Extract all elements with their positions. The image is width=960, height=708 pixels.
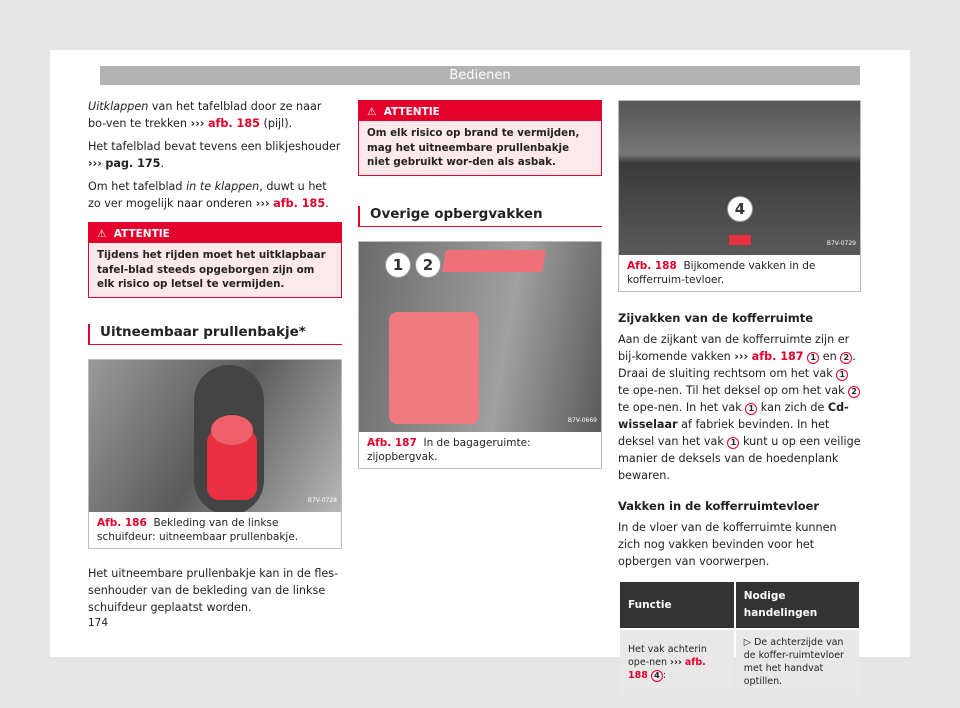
figure-caption: Bijkomende vakken in de kofferruim-tevloer. (627, 260, 816, 286)
warning-title: ATTENTIE (113, 228, 170, 240)
warning-icon: ⚠ (367, 106, 377, 118)
figure-link[interactable]: afb. 188 (628, 656, 706, 681)
warning-title: ATTENTIE (383, 106, 440, 118)
figure-188 (618, 100, 861, 292)
figure-link[interactable]: afb. 187 (751, 350, 804, 363)
figure-caption: In de bagageruimte: zijopbergvak. (367, 436, 531, 463)
section-header: Bedienen (100, 66, 860, 85)
table-header: Functie (620, 582, 734, 628)
warning-box (88, 222, 342, 298)
figure-link[interactable]: afb. 185 (273, 197, 326, 210)
warning-text: Tijdens het rijden moet het uitklapbaar tafel-blad steeds opgeborgen zijn om elk risico op letsel te vermijden. (97, 249, 326, 290)
figure-code: B7V-0728 (307, 496, 337, 504)
callout-4: 4 (727, 196, 753, 222)
column-1 (88, 98, 342, 622)
callout-2: 2 (415, 252, 441, 278)
figure-label: Afb. 188 (627, 260, 677, 272)
paragraph: Het tafelblad bevat tevens een blikjeshouder ››› pag. 175. (88, 140, 341, 170)
figure-image (89, 360, 341, 512)
figure-image (619, 101, 860, 255)
actions-table (618, 580, 861, 696)
figure-code: B7V-0729 (826, 240, 856, 247)
section-heading: Uitneembaar prullenbakje* (88, 324, 342, 345)
callout-1: 1 (385, 252, 411, 278)
figure-caption: Bekleding van de linkse schuifdeur: uitneembaar prullenbakje. (97, 516, 299, 543)
table-header: Nodige handelingen (736, 582, 859, 628)
warning-text: Om elk risico op brand te vermijden, mag het uitneembare prullenbakje niet gebruikt wor-den als asbak. (367, 127, 580, 168)
paragraph: Aan de zijkant van de kofferruimte zijn er bij-komende vakken ››› afb. 187 1 en 2 . Draai de sluiting rechtsom om het vak 1 te ope-nen. Til het deksel op om het vak 2 te ope-nen. In het vak 1 kan zich de Cd-wisselaar af fabriek bevinden. In het deksel van het vak 1 kunt u op een veilige manier de deksels van de hoedenplank bewaren. (618, 333, 861, 482)
section-heading: Overige opbergvakken (358, 206, 602, 227)
page-number: 174 (88, 617, 109, 629)
figure-label: Afb. 187 (367, 436, 417, 449)
subheading: Vakken in de kofferruimtevloer (618, 499, 820, 513)
paragraph: Uitklappen van het tafelblad door ze naar bo-ven te trekken ››› afb. 185 (pijl). (88, 100, 322, 130)
figure-186 (88, 359, 342, 549)
subheading: Zijvakken van de kofferruimte (618, 311, 814, 325)
table-cell: Het vak achterin ope-nen ››› afb. 188 4 : (620, 630, 734, 694)
paragraph: Om het tafelblad in te klappen, duwt u het zo ver mogelijk naar onderen ››› afb. 185. (88, 180, 329, 210)
figure-code: B7V-0669 (567, 416, 597, 424)
page-link[interactable]: pag. 175 (105, 157, 161, 170)
table-cell: ▷ De achterzijde van de koffer-ruimtevloer met het handvat optillen. (736, 630, 859, 694)
column-3 (618, 100, 861, 696)
warning-icon: ⚠ (97, 228, 107, 240)
figure-image (359, 242, 601, 432)
column-2 (358, 90, 602, 479)
paragraph: In de vloer van de kofferruimte kunnen zich nog vakken bevinden voor het opbergen van voorwerpen. (618, 521, 837, 568)
table-row (620, 630, 859, 694)
paragraph: Het uitneembare prullenbakje kan in de fles-senhouder van de bekleding van de linkse schuifdeur geplaatst worden. (88, 566, 339, 614)
warning-box (358, 100, 602, 176)
figure-link[interactable]: afb. 185 (207, 117, 260, 130)
figure-label: Afb. 186 (97, 516, 147, 529)
figure-187 (358, 241, 602, 469)
